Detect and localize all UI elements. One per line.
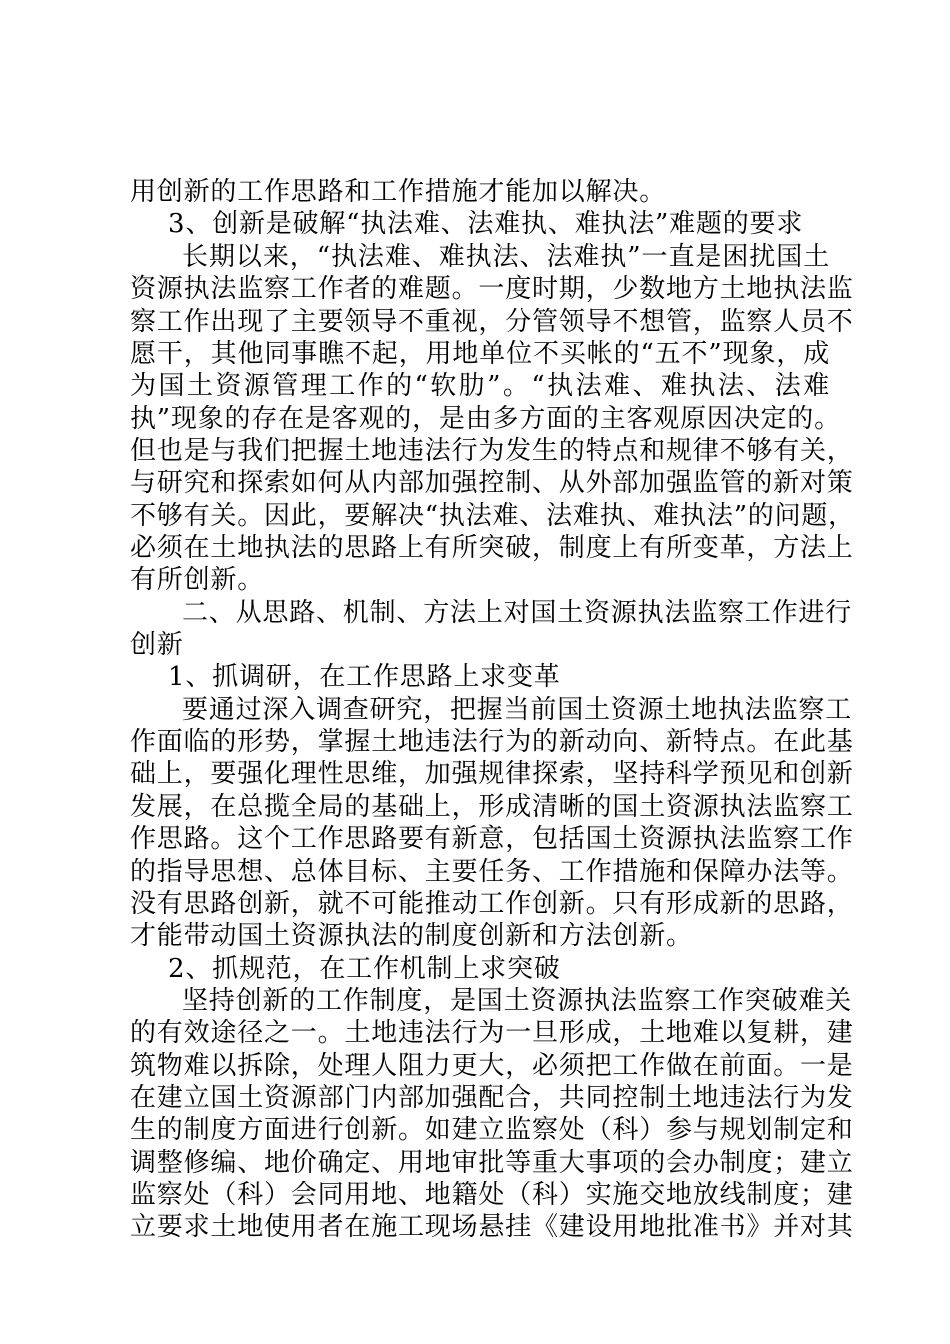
section-heading: 创新 — [130, 630, 184, 660]
text-line: 要通过深入调查研究，把握当前国土资源土地执法监察工 — [182, 695, 853, 725]
text-line: 筑物难以拆除，处理人阻力更大，必须把工作做在前面。一是 — [130, 1051, 854, 1081]
subheading-line: 2、抓规范，在工作机制上求突破 — [168, 954, 561, 984]
text-line: 与研究和探索如何从内部加强控制、从外部加强监管的新对策 — [130, 468, 854, 498]
section-heading: 二、从思路、机制、方法上对国土资源执法监察工作进行 — [182, 598, 853, 628]
text-line: 作思路。这个工作思路要有新意，包括国土资源执法监察工作 — [130, 824, 854, 854]
text-line: 察工作出现了主要领导不重视，分管领导不想管，监察人员不 — [130, 307, 854, 337]
subheading-line: 1、抓调研，在工作思路上求变革 — [168, 662, 561, 692]
text-line: 必须在土地执法的思路上有所突破，制度上有所变革，方法上 — [130, 533, 854, 563]
text-line: 作面临的形势，掌握土地违法行为的新动向、新特点。在此基 — [130, 727, 854, 757]
text-line: 在建立国土资源部门内部加强配合，共同控制土地违法行为发 — [130, 1083, 854, 1113]
text-line: 调整修编、地价确定、用地审批等重大事项的会办制度；建立 — [130, 1148, 854, 1178]
text-line: 才能带动国土资源执法的制度创新和方法创新。 — [130, 921, 693, 951]
text-line: 生的制度方面进行创新。如建立监察处（科）参与规划制定和 — [130, 1115, 854, 1145]
text-line: 的有效途径之一。土地违法行为一旦形成，土地难以复耕，建 — [130, 1018, 854, 1048]
heading-line: 3、创新是破解“执法难、法难执、难执法”难题的要求 — [168, 209, 804, 239]
text-line: 监察处（科）会同用地、地籍处（科）实施交地放线制度；建 — [130, 1180, 854, 1210]
text-line: 础上，要强化理性思维，加强规律探索，坚持科学预见和创新 — [130, 759, 854, 789]
text-line: 但也是与我们把握土地违法行为发生的特点和规律不够有关， — [130, 436, 854, 466]
text-line: 有所创新。 — [130, 565, 265, 595]
text-line: 资源执法监察工作者的难题。一度时期，少数地方土地执法监 — [130, 274, 854, 304]
text-line: 不够有关。因此，要解决“执法难、法难执、难执法”的问题， — [130, 501, 855, 531]
text-line: 用创新的工作思路和工作措施才能加以解决。 — [130, 177, 667, 207]
text-line: 的指导思想、总体目标、主要任务、工作措施和保障办法等。 — [130, 857, 854, 887]
text-line: 长期以来，“执法难、难执法、法难执”一直是困扰国土 — [182, 242, 830, 272]
text-line: 愿干，其他同事瞧不起，用地单位不买帐的“五不”现象，成 — [130, 339, 830, 369]
text-line: 为国土资源管理工作的“软肋”。“执法难、难执法、法难 — [130, 371, 830, 401]
text-line: 坚持创新的工作制度，是国土资源执法监察工作突破难关 — [182, 986, 853, 1016]
text-line: 立要求土地使用者在施工现场悬挂《建设用地批准书》并对其 — [130, 1212, 854, 1242]
text-line: 发展，在总揽全局的基础上，形成清晰的国土资源执法监察工 — [130, 792, 854, 822]
text-line: 没有思路创新，就不可能推动工作创新。只有形成新的思路， — [130, 889, 854, 919]
text-line: 执”现象的存在是客观的，是由多方面的主客观原因决定的。 — [130, 404, 841, 434]
